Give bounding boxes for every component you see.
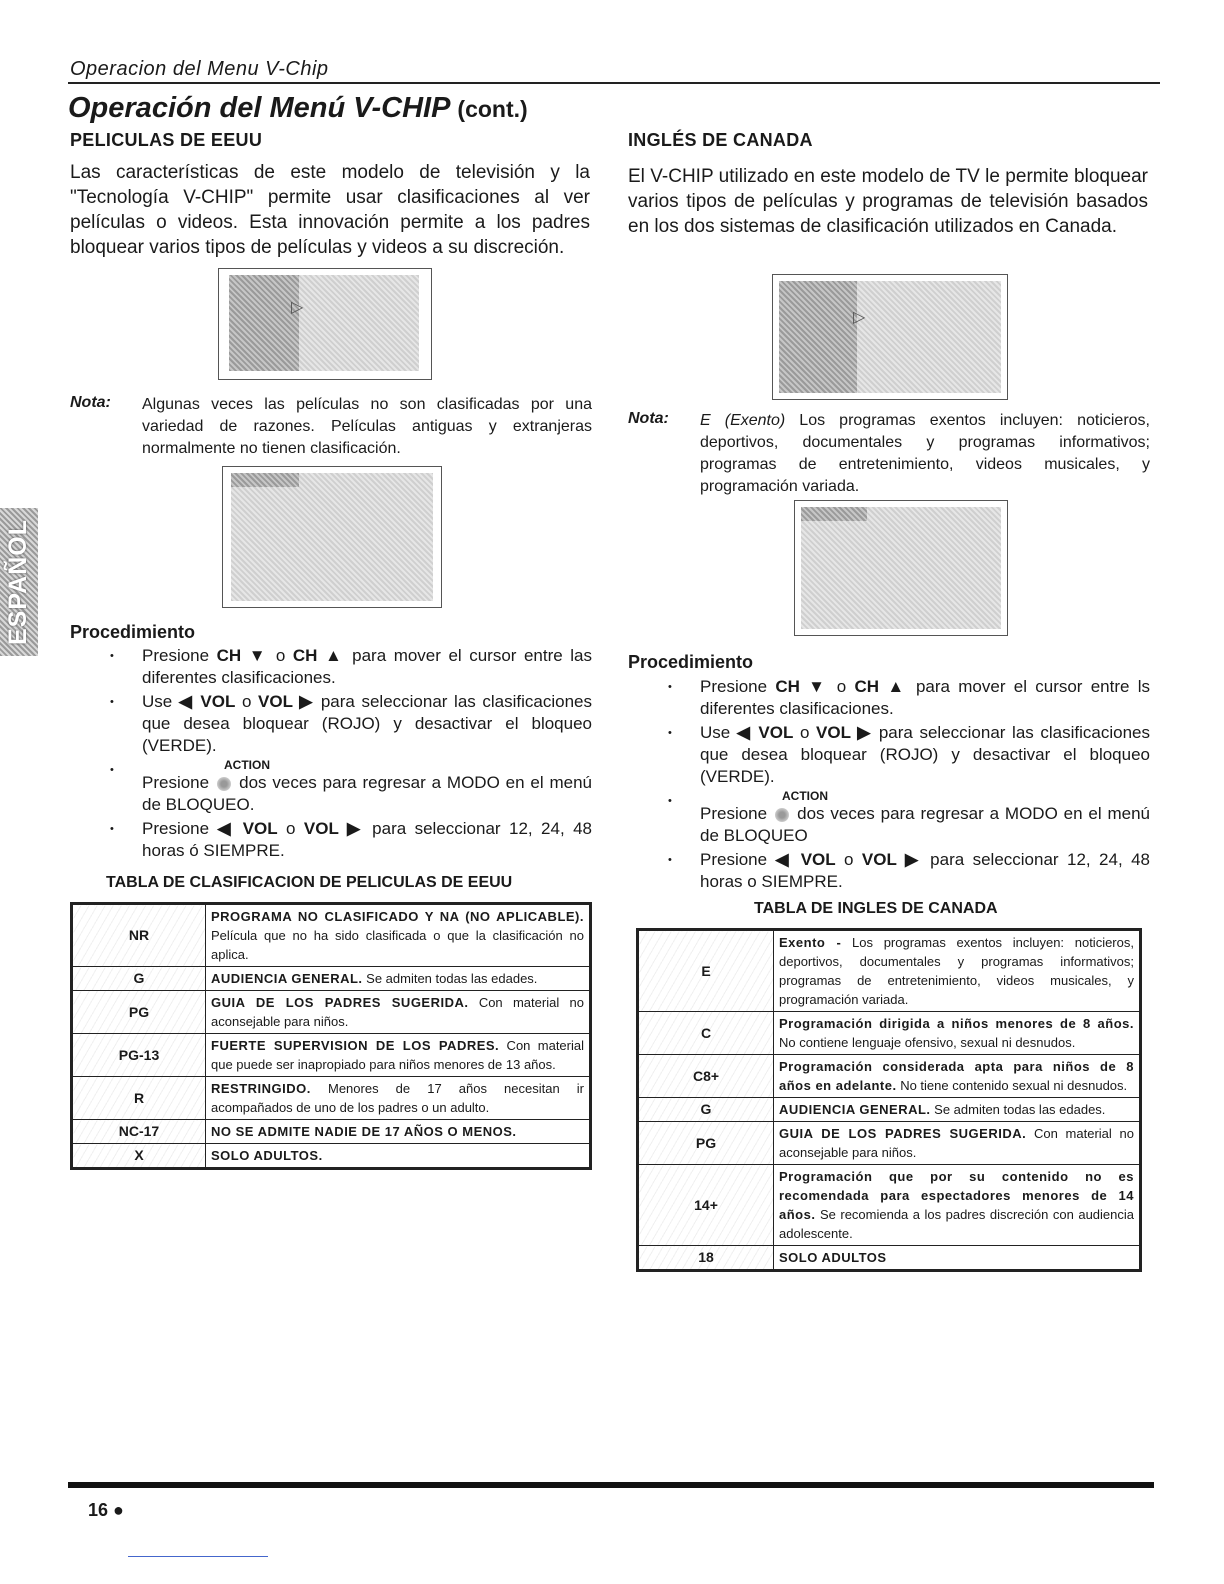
title-text: Operación del Menú V-CHIP bbox=[68, 92, 450, 124]
left-step-2: • Use ◀ VOL o VOL ▶ para seleccionar las clasificaciones que desea bloquear (ROJO) y desactivar el bloqueo (VERDE). bbox=[110, 691, 592, 757]
left-note-label: Nota: bbox=[70, 394, 111, 411]
right-note-label: Nota: bbox=[628, 410, 669, 427]
right-heading: INGLÉS DE CANADA bbox=[628, 130, 813, 150]
table-row: C Programación dirigida a niños menores de 8 años. No contiene lenguaje ofensivo, sexual ni desnudos. bbox=[638, 1012, 1141, 1055]
language-tab-label: ESPAÑOL bbox=[4, 519, 32, 645]
page-title bbox=[68, 92, 528, 125]
action-button-icon bbox=[217, 777, 231, 791]
right-procedure-title: Procedimiento bbox=[628, 652, 754, 672]
table-row: G AUDIENCIA GENERAL. Se admiten todas las edades. bbox=[638, 1098, 1141, 1122]
right-table-title: TABLA DE INGLES DE CANADA bbox=[754, 900, 998, 917]
table-row: E Exento - Los programas exentos incluyen: noticieros, deportivos, documentales y programas informativos; programas de entretenimiento, videos musicales, y programación variada. bbox=[638, 930, 1141, 1012]
menu-screenshot-lock: ▷ bbox=[218, 268, 432, 380]
menu-screenshot-movies bbox=[222, 466, 442, 608]
footer-rule bbox=[68, 1482, 1154, 1488]
title-suffix: (cont.) bbox=[457, 96, 528, 122]
left-step-1: • Presione CH ▼ o CH ▲ para mover el cursor entre las diferentes clasificaciones. bbox=[110, 645, 592, 689]
right-note-text: E (Exento) Los programas exentos incluyen: noticieros, deportivos, documentales y programas informativos; programas de entretenimiento, videos musicales, y programación variada. bbox=[700, 412, 1150, 495]
table-row: G AUDIENCIA GENERAL. Se admiten todas las edades. bbox=[72, 967, 591, 991]
right-step-1: • Presione CH ▼ o CH ▲ para mover el cursor entre ls diferentes clasificaciones. bbox=[668, 676, 1150, 720]
left-table-title: TABLA DE CLASIFICACION DE PELICULAS DE EEUU bbox=[106, 874, 513, 891]
header-rule bbox=[68, 82, 1160, 84]
table-row: NR PROGRAMA NO CLASIFICADO Y NA (NO APLICABLE). Película que no ha sido clasificada o que la clasificación no aplica. bbox=[72, 904, 591, 967]
right-step-2: • Use ◀ VOL o VOL ▶ para seleccionar las clasificaciones que desea bloquear (ROJO) y desactivar el bloqueo (VERDE). bbox=[668, 722, 1150, 788]
action-button-icon bbox=[775, 808, 789, 822]
table-row: X SOLO ADULTOS. bbox=[72, 1144, 591, 1169]
footer-link-rule bbox=[128, 1556, 268, 1557]
left-step-3: • ACTION Presione dos veces para regresar a MODO en el menú de BLOQUEO. bbox=[110, 759, 592, 816]
canada-ratings-table bbox=[636, 928, 1142, 1272]
us-ratings-table bbox=[70, 902, 592, 1170]
menu-screenshot-lock-canada: ▷ bbox=[772, 274, 1008, 400]
page-number: 16 ● bbox=[88, 1500, 124, 1520]
menu-screenshot-canada-ratings bbox=[794, 500, 1008, 636]
right-step-4: • Presione ◀ VOL o VOL ▶ para seleccionar 12, 24, 48 horas o SIEMPRE. bbox=[668, 849, 1150, 893]
table-row: C8+ Programación considerada apta para niños de 8 años en adelante. No tiene contenido sexual ni desnudos. bbox=[638, 1055, 1141, 1098]
left-intro: Las características de este modelo de televisión y la "Tecnología V-CHIP" permite usar clasificaciones al ver películas o videos. Esta innovación permite a los padres bloquear varios tipos de películas y videos a su discreción. bbox=[70, 162, 590, 258]
table-row: 14+ Programación que por su contenido no es recomendada para espectadores menores de 14 años. Se recomienda a los padres discreción con audiencia adolescente. bbox=[638, 1165, 1141, 1246]
left-step-4: • Presione ◀ VOL o VOL ▶ para seleccionar 12, 24, 48 horas ó SIEMPRE. bbox=[110, 818, 592, 862]
left-procedure-title: Procedimiento bbox=[70, 622, 196, 642]
right-step-3: • ACTION Presione dos veces para regresar a MODO en el menú de BLOQUEO bbox=[668, 790, 1150, 847]
right-intro: El V-CHIP utilizado en este modelo de TV le permite bloquear varios tipos de películas y programas de televisión basados en los dos sistemas de clasificación utilizados en Canada. bbox=[628, 166, 1148, 237]
table-row: PG-13 FUERTE SUPERVISION DE LOS PADRES. Con material que puede ser inapropiado para niños menores de 13 años. bbox=[72, 1034, 591, 1077]
left-procedure-list bbox=[110, 645, 592, 864]
table-row: PG GUIA DE LOS PADRES SUGERIDA. Con material no aconsejable para niños. bbox=[72, 991, 591, 1034]
table-row: 18 SOLO ADULTOS bbox=[638, 1246, 1141, 1271]
left-heading: PELICULAS DE EEUU bbox=[70, 130, 263, 150]
left-note-text: Algunas veces las películas no son clasificadas por una variedad de razones. Películas antiguas y extranjeras normalmente no tienen clasificación. bbox=[142, 396, 592, 457]
running-header: Operacion del Menu V-Chip bbox=[70, 58, 329, 80]
table-row: R RESTRINGIDO. Menores de 17 años necesitan ir acompañados de uno de los padres o un adulto. bbox=[72, 1077, 591, 1120]
right-procedure-list bbox=[668, 676, 1150, 895]
table-row: PG GUIA DE LOS PADRES SUGERIDA. Con material no aconsejable para niños. bbox=[638, 1122, 1141, 1165]
table-row: NC-17 NO SE ADMITE NADIE DE 17 AÑOS O MENOS. bbox=[72, 1120, 591, 1144]
